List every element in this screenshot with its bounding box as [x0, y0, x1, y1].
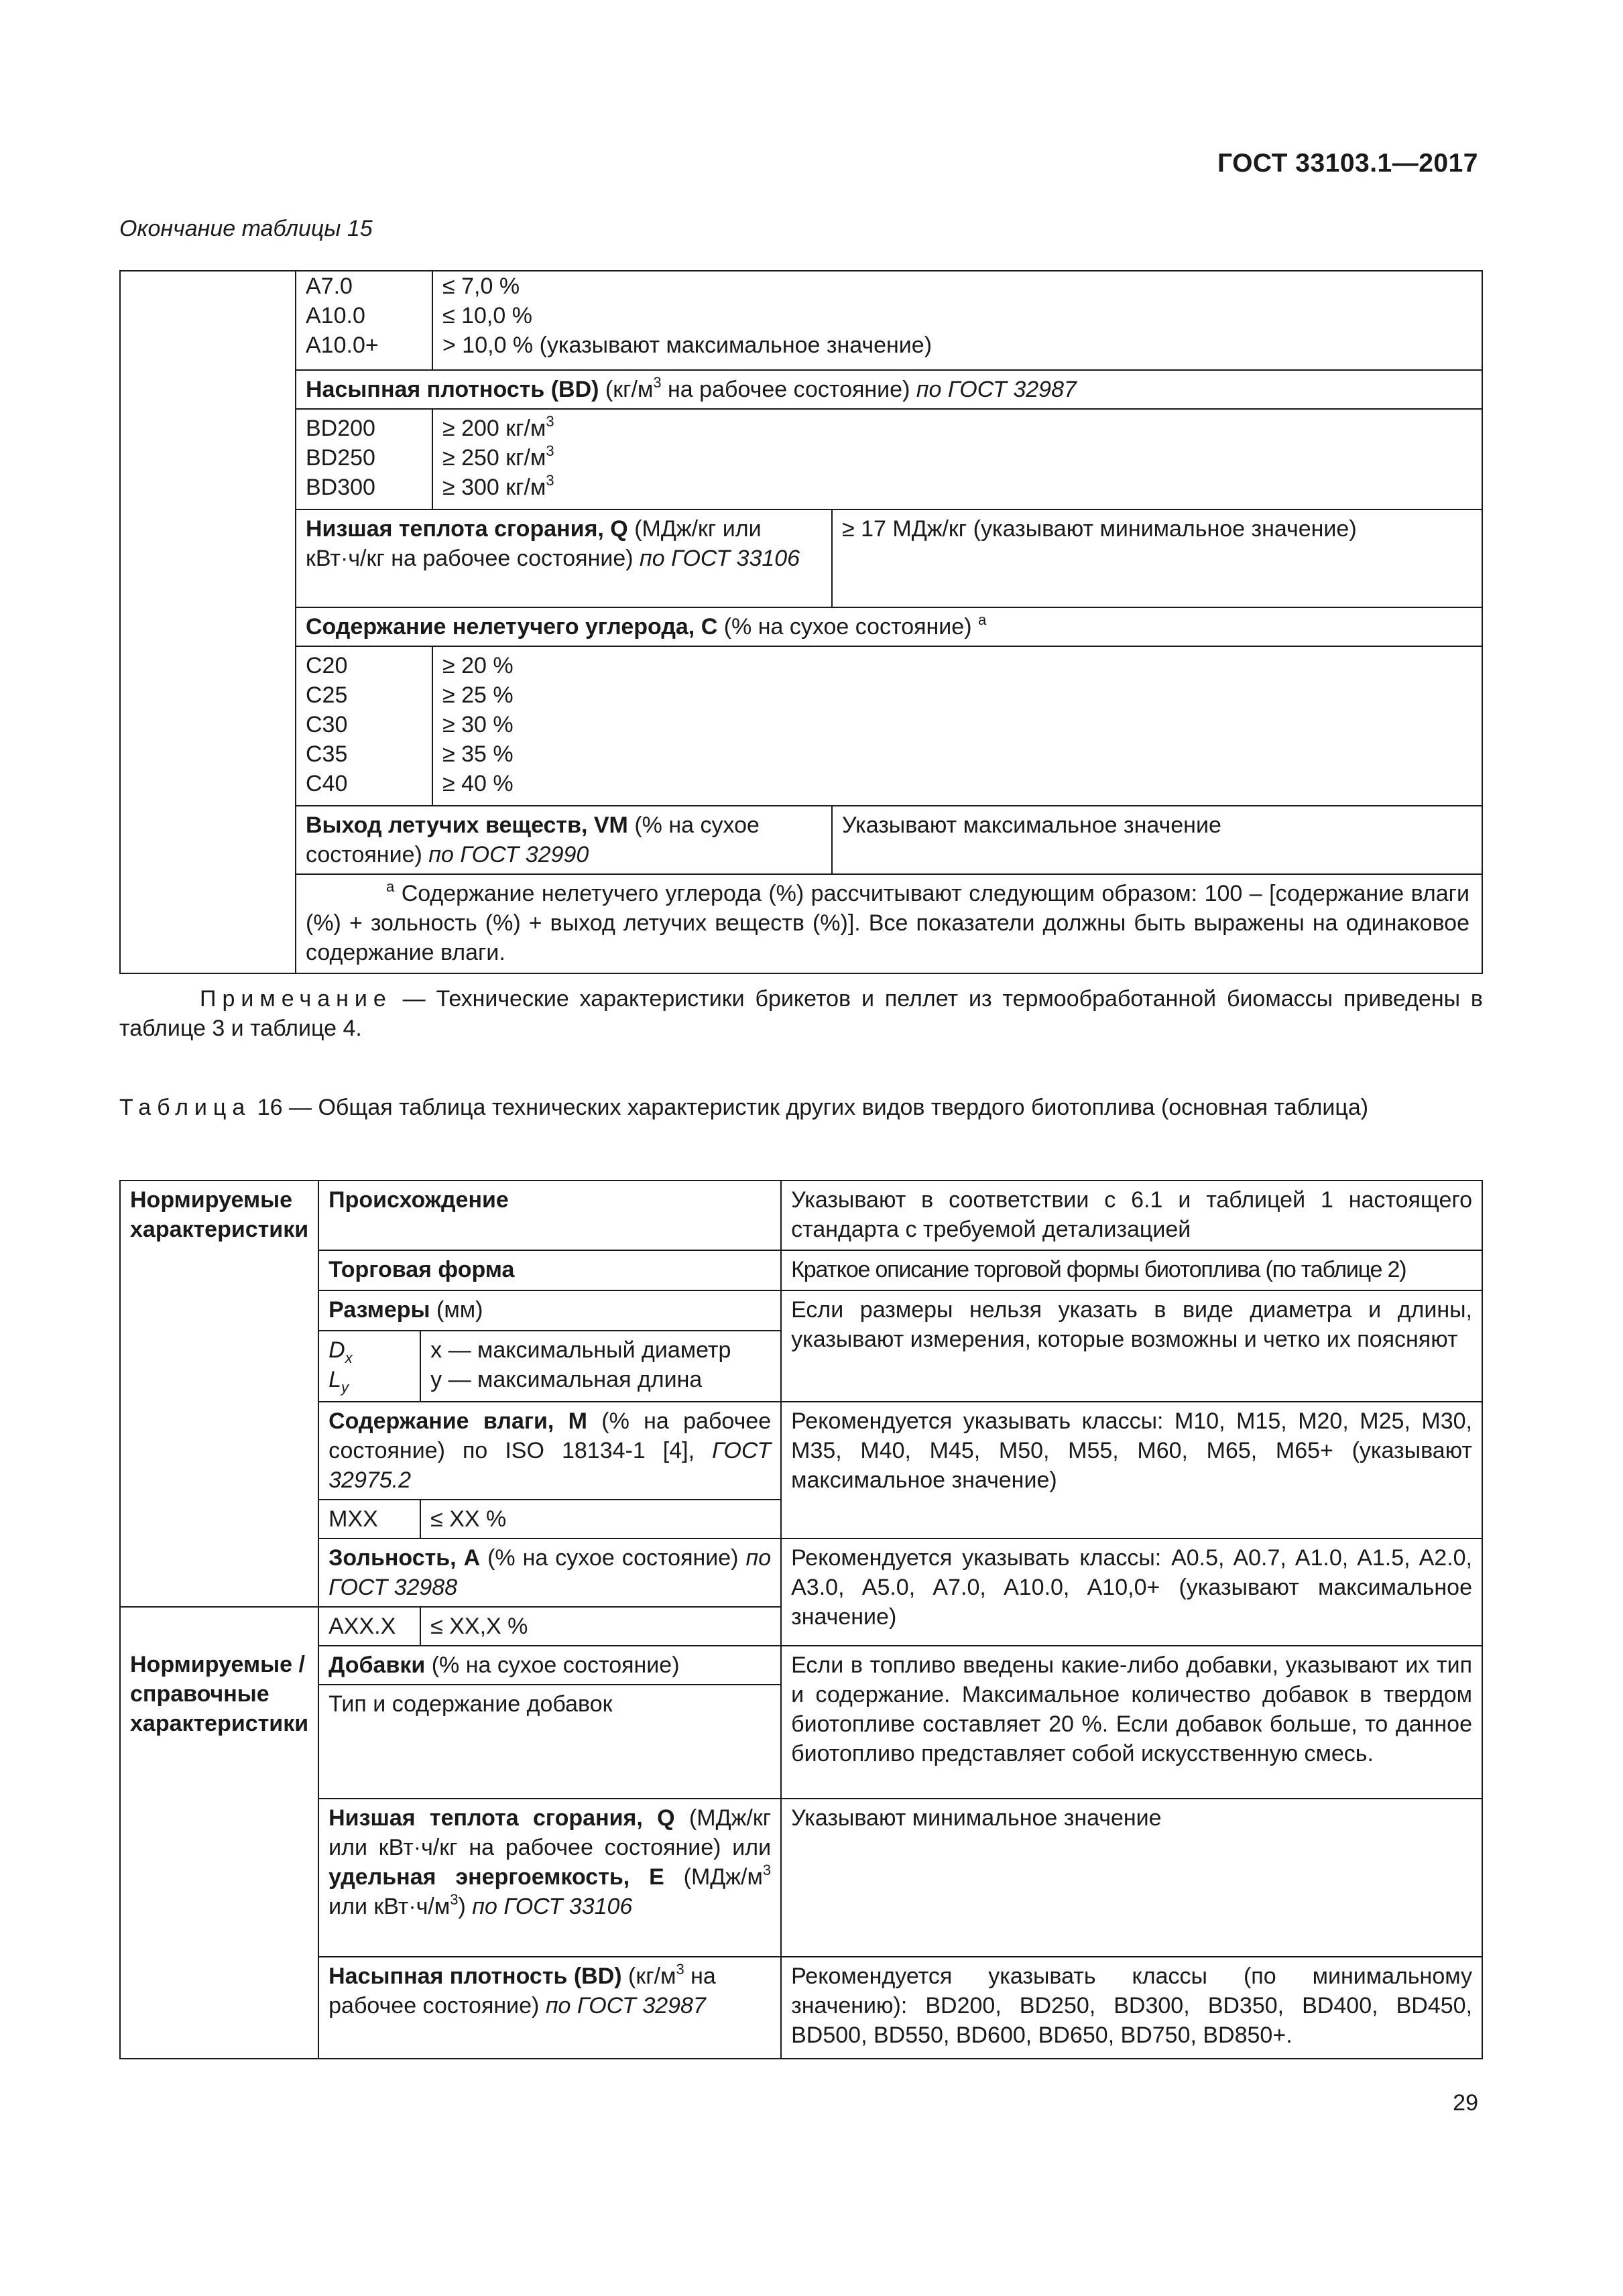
empty-group-cell [120, 271, 296, 973]
additives-value: Если в топливо введены какие-либо добавки, указывают их тип и содержание. Максимальное количество добавок в твердом биотопливе составляет 20 %. Если добавок больше, то данное биотопливо представляет собой искусственную смесь. [781, 1646, 1482, 1799]
ash-value: ≤ 10,0 % [442, 303, 532, 328]
ly-description: y — максимальная длина [430, 1367, 703, 1392]
volatile-matter-label: Выход летучих веществ, VM (% на сухое состояние) по ГОСТ 32990 [296, 806, 832, 874]
page-number: 29 [1453, 2090, 1478, 2116]
heat-value-label: Низшая теплота сгорания, Q (МДж/кг или кВт·ч/кг на рабочее состояние) по ГОСТ 33106 [296, 509, 832, 607]
bulk-density-heading: Насыпная плотность (BD) ($кг/м^3$ на рабочее состояние) по ГОСТ 32987 [296, 370, 1482, 409]
carbon-code: C25 [306, 682, 348, 708]
moisture-label: Содержание влаги, M (% на рабочее состояние) по ISO 18134-1 [4], ГОСТ 32975.2 [318, 1402, 781, 1500]
ash-label: Зольность, A (% на сухое состояние) по ГОСТ 32988 [318, 1538, 781, 1607]
bd-values [432, 409, 1482, 509]
carbon-code: C20 [306, 653, 348, 678]
table-15 [119, 270, 1483, 974]
table-16-caption: Таблица 16 — Общая таблица технических характеристик других видов твердого биотоплива (основная таблица) [119, 1095, 1369, 1120]
table-16 [119, 1180, 1483, 2059]
bulk-density-value: Рекомендуется указывать классы (по минимальному значению): BD200, BD250, BD300, BD350, BD400, BD450, BD500, BD550, BD600, BD650, BD750, BD850+. [781, 1957, 1482, 2059]
heat-value: ≥ 17 МДж/кг (указывают минимальное значение) [832, 509, 1482, 607]
table-footnote: $^a$ Содержание нелетучего углерода (%) рассчитывают следующим образом: 100 – [содержание влаги (%) + зольность (%) + выход летучих веществ (%)]. Все показатели должны быть выражены на одинаковое содержание влаги. [296, 874, 1482, 973]
dimensions-value: Если размеры нельзя указать в виде диаметра и длины, указывают измерения, которые возможны и четко их поясняют [781, 1290, 1482, 1402]
carbon-code: C30 [306, 712, 348, 737]
trade-form-label: Торговая форма [318, 1250, 781, 1290]
ash-value: ≤ 7,0 % [442, 274, 520, 299]
carbon-value: ≥ 25 % [442, 682, 514, 708]
additives-sub: Тип и содержание добавок [318, 1685, 781, 1799]
heat-energy-value: Указывают минимальное значение [781, 1799, 1482, 1957]
heat-energy-label: Низшая теплота сгорания, Q (МДж/кг или кВт·ч/кг на рабочее состояние) или удельная энергоемкость, E ($МДж/м^3$ или $кВт\cdot ч/м^3$) по ГОСТ 33106 [318, 1799, 781, 1957]
volatile-matter-value: Указывают максимальное значение [832, 806, 1482, 874]
ash-value: Рекомендуется указывать классы: A0.5, A0.7, A1.0, A1.5, A2.0, A3.0, A5.0, A7.0, A10.0, A10,0+ (указывают максимальное значение) [781, 1538, 1482, 1646]
note-label: Примечание [200, 986, 392, 1012]
moisture-code: MXX [318, 1500, 420, 1538]
ash-value: > 10,0 % (указывают максимальное значение) [442, 333, 933, 358]
carbon-value: ≥ 20 % [442, 653, 514, 678]
bulk-density-label: Насыпная плотность (BD) ($кг/м^3$ на рабочее состояние) по ГОСТ 32987 [318, 1957, 781, 2059]
ash-code: A10.0 [306, 303, 365, 328]
table-continuation-label: Окончание таблицы 15 [119, 216, 373, 241]
carbon-code: C35 [306, 741, 348, 767]
bd-codes [296, 409, 432, 509]
ash-codes [296, 271, 432, 370]
bd-code: BD300 [306, 475, 375, 500]
carbon-value: ≥ 30 % [442, 712, 514, 737]
empty-group-spacer [120, 1607, 318, 1646]
ash-code-value: ≤ XX,X % [420, 1607, 781, 1646]
carbon-values [432, 646, 1482, 806]
ash-values [432, 271, 1482, 370]
dimension-descriptions [420, 1331, 781, 1402]
ash-code: A7.0 [306, 274, 353, 299]
carbon-code: C40 [306, 771, 348, 796]
bd-code: BD250 [306, 445, 375, 471]
dx-description: x — максимальный диаметр [430, 1337, 731, 1363]
document-id: ГОСТ 33103.1—2017 [1217, 149, 1478, 178]
origin-value: Указывают в соответствии с 6.1 и таблицей 1 настоящего стандарта с требуемой детализацией [781, 1181, 1482, 1250]
moisture-value: Рекомендуется указывать классы: M10, M15, M20, M25, M30, M35, M40, M45, M50, M55, M60, M65, M65+ (указывают максимальное значение) [781, 1402, 1482, 1538]
ash-code: A10.0+ [306, 333, 379, 358]
carbon-codes [296, 646, 432, 806]
note-text: — Технические характеристики брикетов и пеллет из термообработанной биомассы приведены в таблице 3 и таблице 4. [119, 986, 1483, 1041]
dimensions-label: Размеры (мм) [318, 1290, 781, 1331]
ash-code: AXX.X [318, 1607, 420, 1646]
bd-value: ≥ 300 $кг/м^3$ [442, 471, 554, 500]
carbon-value: ≥ 35 % [442, 741, 514, 767]
origin-label: Происхождение [318, 1181, 781, 1250]
ly-symbol: $L_y$ [328, 1367, 349, 1396]
fixed-carbon-heading: Содержание нелетучего углерода, C (% на сухое состояние) $^a$ [296, 607, 1482, 646]
dx-symbol: $D_x$ [328, 1337, 353, 1366]
additives-label: Добавки (% на сухое состояние) [318, 1646, 781, 1685]
bd-value: ≥ 250 $кг/м^3$ [442, 442, 554, 471]
bd-value: ≥ 200 $кг/м^3$ [442, 412, 554, 441]
bd-code: BD200 [306, 416, 375, 441]
dimension-symbols [318, 1331, 420, 1402]
group-label-normalized: Нормируемые характеристики [120, 1181, 318, 1607]
note [119, 984, 1483, 1043]
carbon-value: ≥ 40 % [442, 771, 514, 796]
group-label-normalized-reference: Нормируемые / справочные характеристики [120, 1646, 318, 2059]
moisture-code-value: ≤ XX % [420, 1500, 781, 1538]
trade-form-value: Краткое описание торговой формы биотоплива (по таблице 2) [781, 1250, 1482, 1290]
